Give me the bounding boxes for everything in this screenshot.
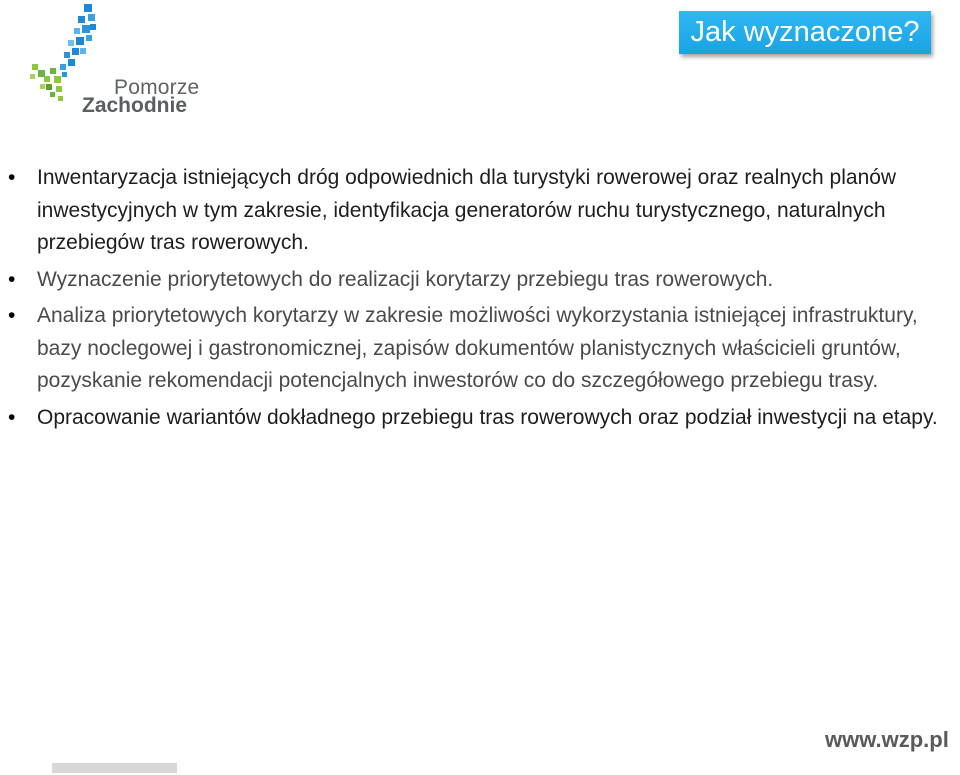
bullet-icon: •: [8, 267, 16, 291]
pomorze-zachodnie-logo: [28, 2, 198, 120]
bullet-icon: •: [8, 405, 16, 429]
bullet-item: [8, 264, 948, 297]
footer-url: www.wzp.pl: [825, 727, 949, 752]
bullet-item: [8, 162, 948, 260]
slide-title: Jak wyznaczone?: [679, 11, 931, 54]
pixel-mosaic-icon: [28, 2, 118, 107]
bullet-icon: •: [8, 304, 16, 327]
bullet-item: [8, 402, 948, 435]
logo-text-zachodnie: Zachodnie: [82, 94, 188, 117]
footer-bar: [52, 763, 177, 773]
bullet-text: Analiza priorytetowych korytarzy w zakresie możliwości wykorzystania istniejącej infrastruktury, bazy noclegowej i gastronomicznej, zapisów dokumentów planistycznych właścicieli gruntów, pozyskanie rekomendacji potencjalnych inwestorów co do szczegółowego przebiegu trasy.: [37, 304, 918, 392]
bullet-text: Opracowanie wariantów dokładnego przebiegu tras rowerowych oraz podział inwestycji na etapy.: [37, 405, 938, 429]
bullet-item: [8, 300, 948, 398]
bullet-icon: •: [8, 166, 16, 189]
bullet-list: [8, 162, 948, 438]
bullet-text: Inwentaryzacja istniejących dróg odpowiednich dla turystyki rowerowej oraz realnych planów inwestycyjnych w tym zakresie, identyfikacja generatorów ruchu turystycznego, naturalnych przebiegów tras rowerowych.: [37, 166, 897, 254]
bullet-text: Wyznaczenie priorytetowych do realizacji korytarzy przebiegu tras rowerowych.: [37, 267, 774, 291]
logo-text-pomorze: Pomorze: [114, 76, 200, 99]
